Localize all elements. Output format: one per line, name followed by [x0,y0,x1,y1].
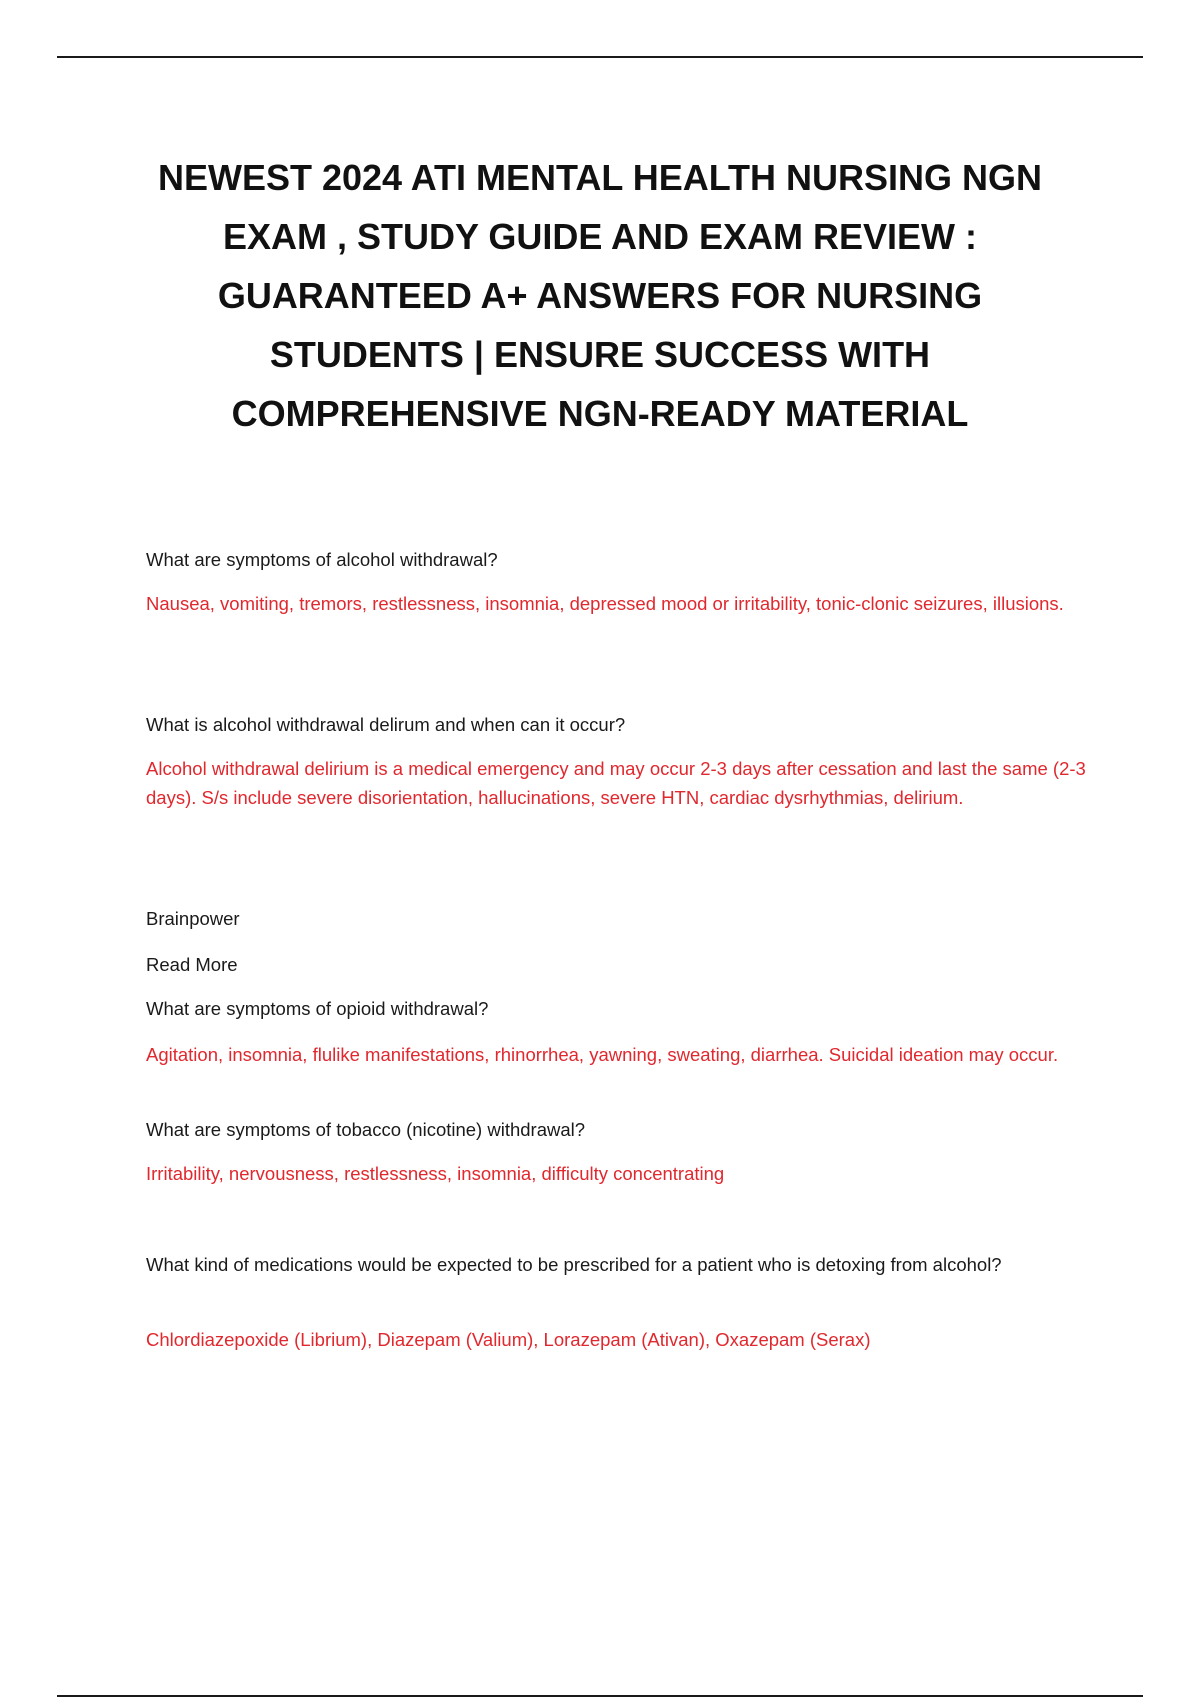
answer-opioid-withdrawal: Agitation, insomnia, flulike manifestations, rhinorrhea, yawning, sweating, diarrhea. Suicidal ideation may occur. [146,1044,1059,1065]
answer-detox-medications: Chlordiazepoxide (Librium), Diazepam (Valium), Lorazepam (Ativan), Oxazepam (Serax) [146,1329,871,1350]
question-detox-medications: What kind of medications would be expected to be prescribed for a patient who is detoxing from alcohol? [146,1254,1002,1275]
top-rule [57,56,1143,58]
question-opioid-withdrawal: What are symptoms of opioid withdrawal? [146,998,489,1019]
question-nicotine-withdrawal: What are symptoms of tobacco (nicotine) withdrawal? [146,1119,586,1140]
question-withdrawal-delirium: What is alcohol withdrawal delirum and when can it occur? [146,714,626,735]
read-more-link[interactable]: Read More [146,954,238,975]
document-title: NEWEST 2024 ATI MENTAL HEALTH NURSING NGN EXAM , STUDY GUIDE AND EXAM REVIEW : GUARANTEED A+ ANSWERS FOR NURSING STUDENTS | ENSURE SUCCESS WITH COMPREHENSIVE NGN-READY MATERIAL [157,157,1043,434]
answer-nicotine-withdrawal: Irritability, nervousness, restlessness, insomnia, difficulty concentrating [146,1163,725,1184]
answer-withdrawal-delirium: Alcohol withdrawal delirium is a medical emergency and may occur 2-3 days after cessation and last the same (2-3 days). S/s include severe disorientation, hallucinations, severe HTN, cardiac dysrhythmias, delirium. [146,758,1086,808]
bottom-rule [57,1695,1143,1697]
question-alcohol-withdrawal: What are symptoms of alcohol withdrawal? [146,549,498,570]
brainpower-label: Brainpower [146,908,240,929]
answer-alcohol-withdrawal: Nausea, vomiting, tremors, restlessness, insomnia, depressed mood or irritability, tonic-clonic seizures, illusions. [146,593,1064,614]
